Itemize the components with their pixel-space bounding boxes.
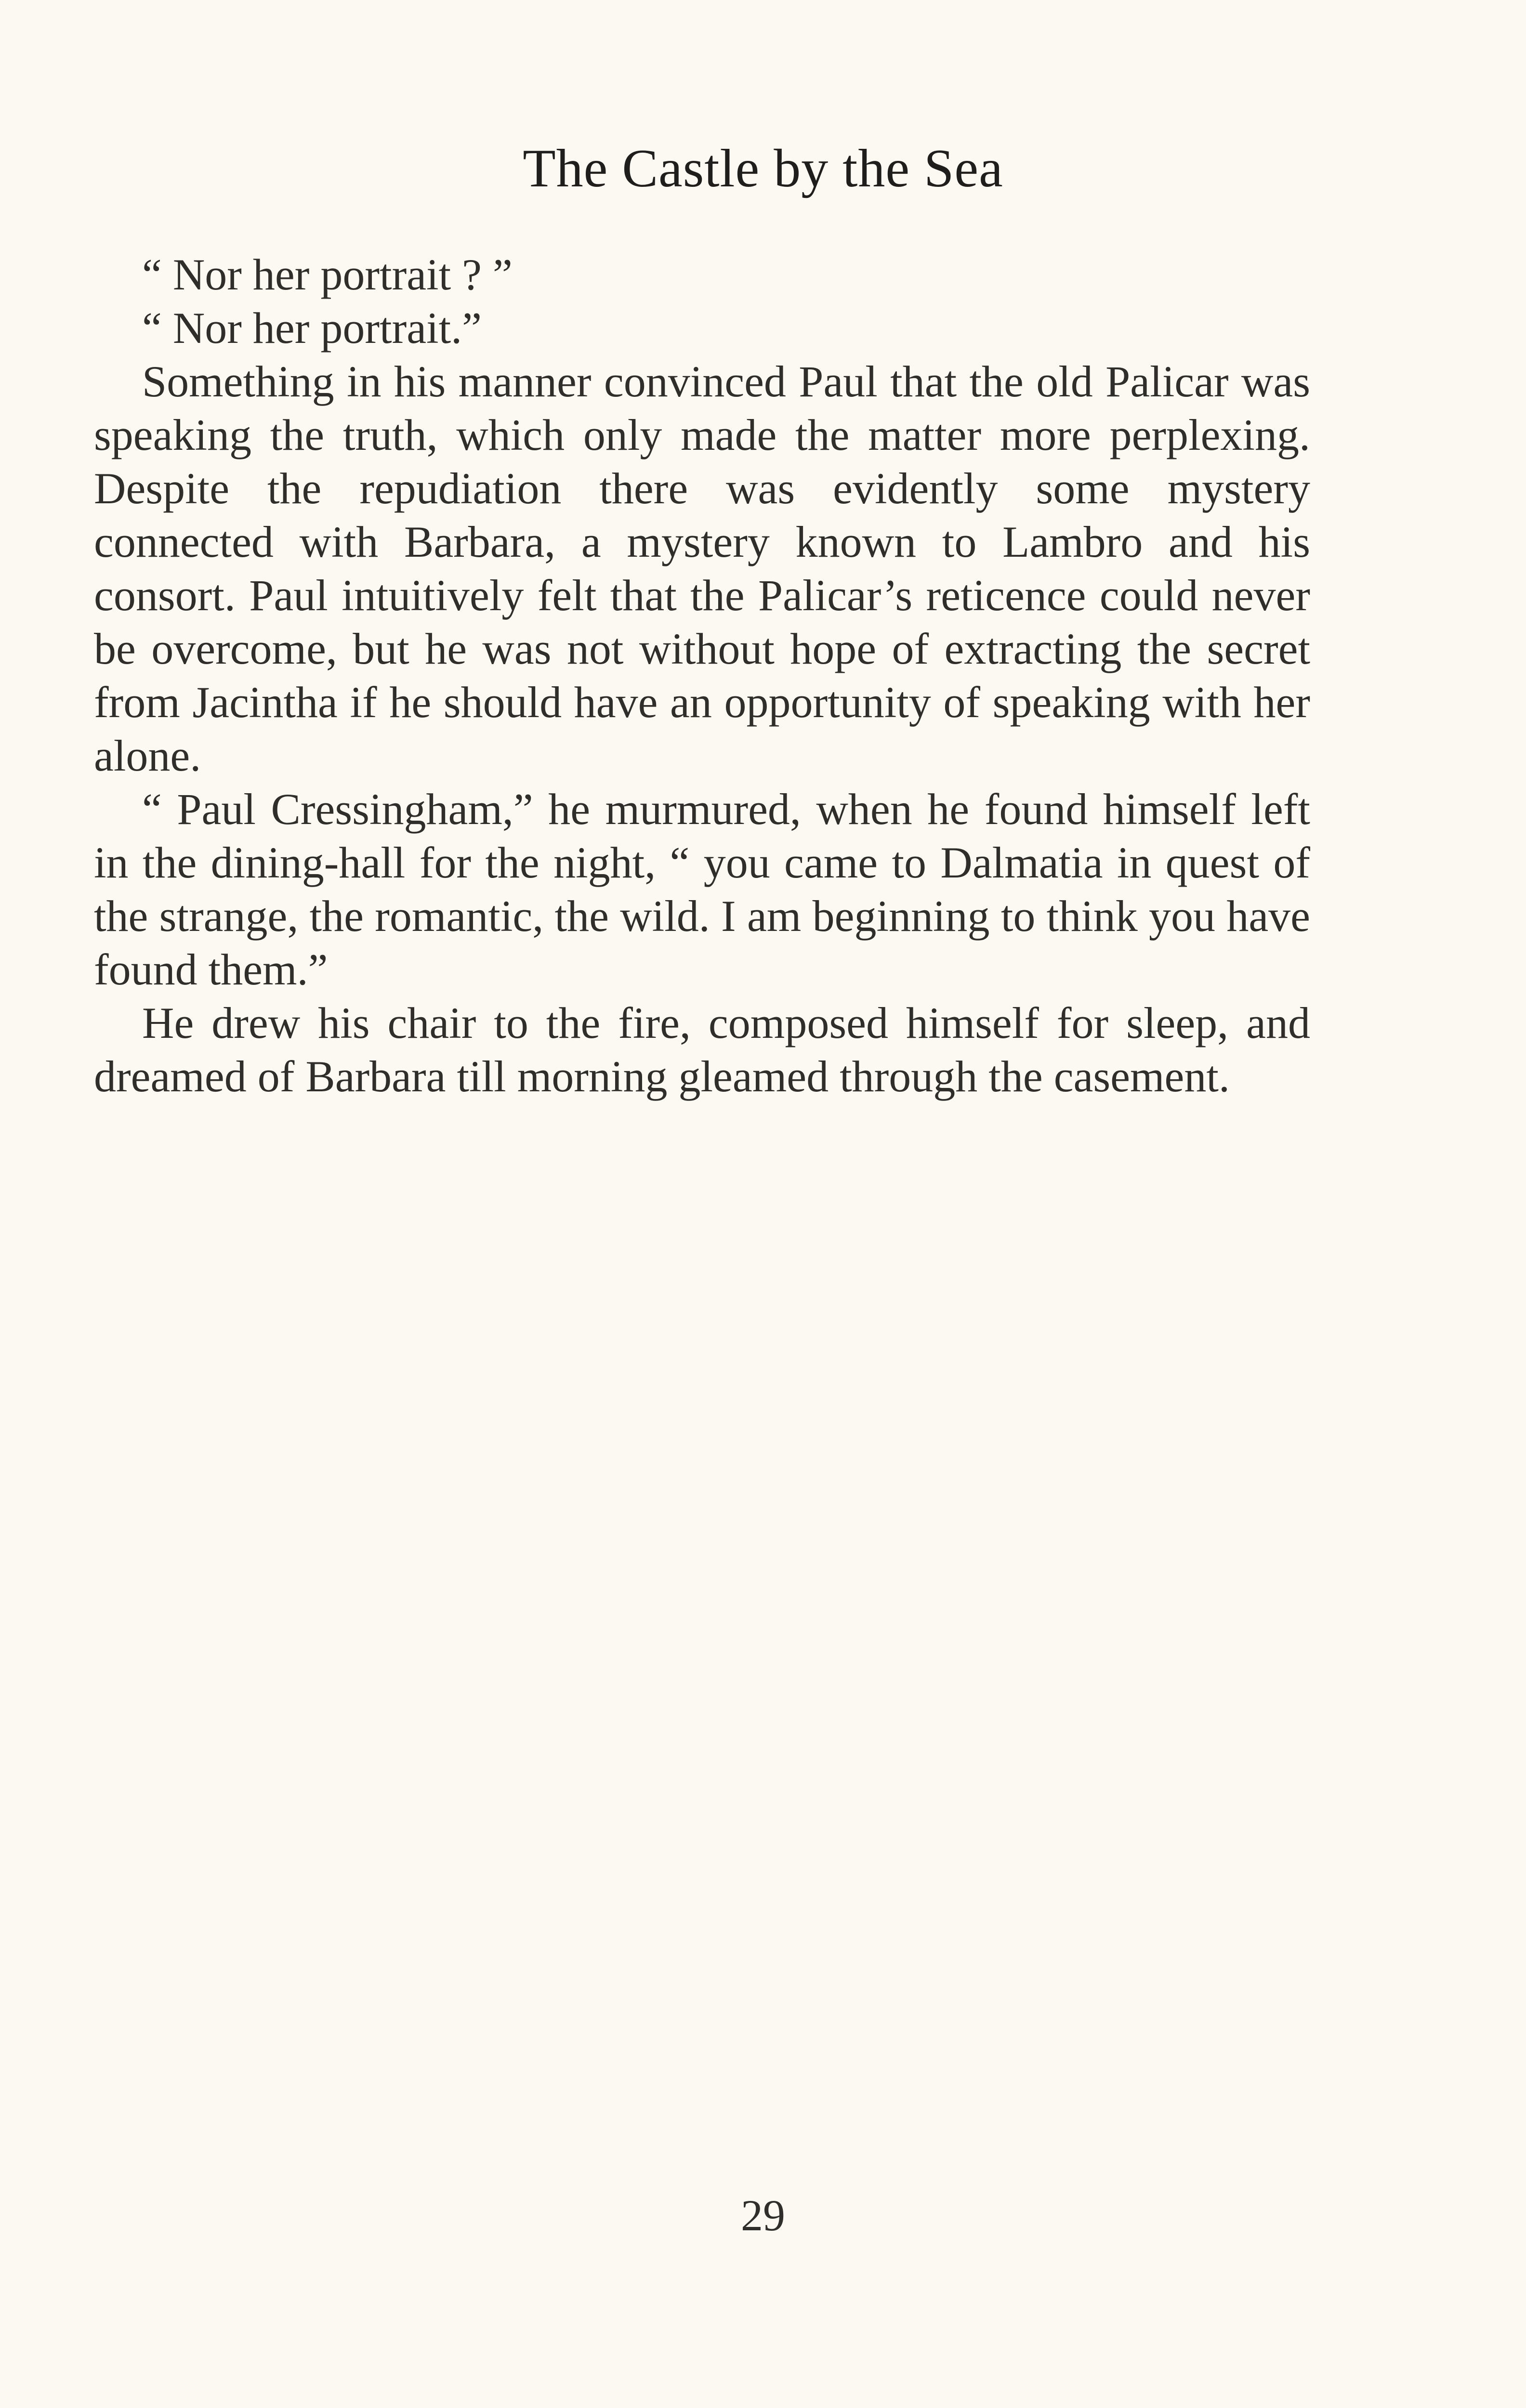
paragraph: Something in his manner convinced Paul that the old Palicar was speaking the truth, which only made the matter more perplexing. Despite the repudiation there was evidently some mystery connected with Barbara, a mystery known to Lambro and his consort. Paul intuitively felt that the Palicar’s reticence could never be overcome, but he was not without hope of extracting the secret from Jacintha if he should have an opportunity of speaking with her alone. xyxy=(94,357,1310,780)
paragraph: “ Nor her portrait ? ” xyxy=(142,250,513,299)
body-text xyxy=(94,248,1310,1103)
page-number: 29 xyxy=(741,2191,785,2240)
paragraph: “ Paul Cressingham,” he murmured, when he found himself left in the dining-hall for the night, “ you came to Dalmatia in quest of the strange, the romantic, the wild. I am beginning to think you have found them.” xyxy=(94,785,1310,994)
paragraph: He drew his chair to the fire, composed himself for sleep, and dreamed of Barbara till morning gleamed through the casement. xyxy=(94,998,1310,1101)
paragraph: “ Nor her portrait.” xyxy=(142,303,482,353)
running-head: The Castle by the Sea xyxy=(523,139,1003,198)
